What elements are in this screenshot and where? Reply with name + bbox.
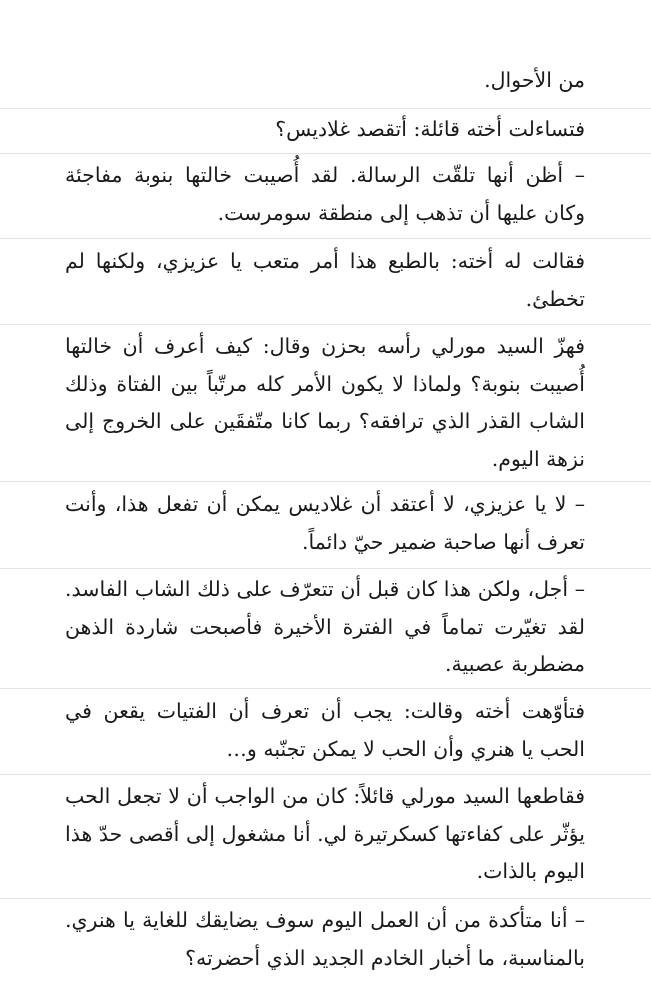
paragraph-divider — [0, 324, 651, 325]
paragraph-3: – أظن أنها تلقّت الرسالة. لقد أُصيبت خالتها بنوبة مفاجئة وكان عليها أن تذهب إلى منطقة سومرست. — [65, 163, 585, 225]
paragraph-divider — [0, 153, 651, 154]
paragraph-7: – أجل، ولكن هذا كان قبل أن تتعرّف على ذلك الشاب الفاسد. لقد تغيّرت تماماً في الفترة الأخيرة فأصبحت شاردة الذهن مضطربة عصبية. — [65, 577, 585, 676]
paragraph-2: فتساءلت أخته قائلة: أتقصد غلاديس؟ — [275, 117, 585, 141]
paragraph-9: فقاطعها السيد مورلي قائلاً: كان من الواجب أن لا تجعل الحب يؤثّر على كفاءتها كسكرتيرة لي. أنا مشغول إلى أقصى حدّ هذا اليوم بالذات. — [65, 784, 585, 883]
paragraph-divider — [0, 774, 651, 775]
paragraph-6: – لا يا عزيزي، لا أعتقد أن غلاديس يمكن أن تفعل هذا، وأنت تعرف أنها صاحبة ضمير حيّ دائماً. — [65, 492, 585, 554]
paragraph-divider — [0, 688, 651, 689]
paragraph-divider — [0, 108, 651, 109]
paragraph-divider — [0, 898, 651, 899]
paragraph-10: – أنا متأكدة من أن العمل اليوم سوف يضايقك للغاية يا هنري. بالمناسبة، ما أخبار الخادم الجديد الذي أحضرته؟ — [65, 908, 585, 970]
paragraph-1: من الأحوال. — [484, 68, 585, 92]
paragraph-8: فتأوّهت أخته وقالت: يجب أن تعرف أن الفتيات يقعن في الحب يا هنري وأن الحب لا يمكن تجنّبه و… — [65, 699, 585, 761]
paragraph-divider — [0, 568, 651, 569]
paragraph-5: فهزّ السيد مورلي رأسه بحزن وقال: كيف أعرف أن خالتها أُصيبت بنوبة؟ ولماذا لا يكون الأمر كله مرتّباً بين الفتاة وذلك الشاب القذر الذي ترافقه؟ ربما كانا متّفقَين على الخروج إلى نزهة اليوم. — [65, 334, 585, 471]
paragraph-4: فقالت له أخته: بالطبع هذا أمر متعب يا عزيزي، ولكنها لم تخطئ. — [65, 249, 585, 311]
paragraph-divider — [0, 238, 651, 239]
paragraph-divider — [0, 481, 651, 482]
